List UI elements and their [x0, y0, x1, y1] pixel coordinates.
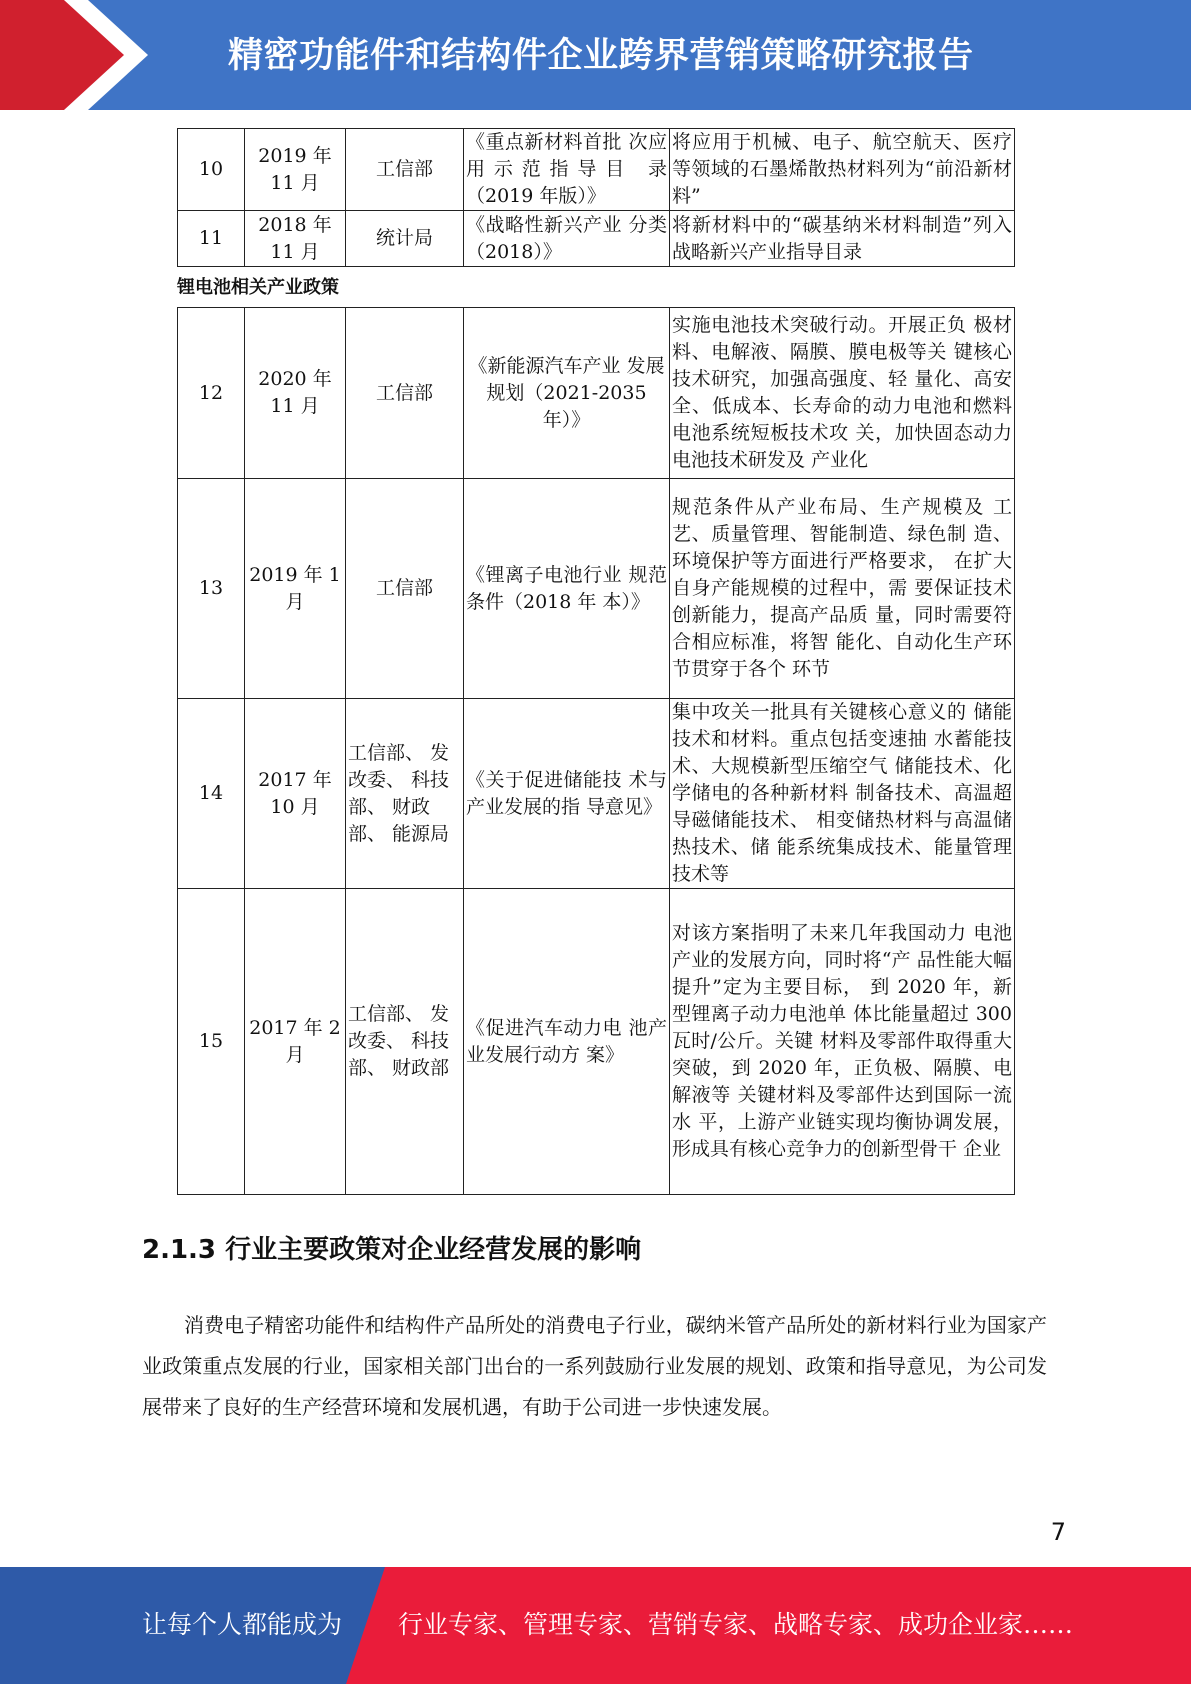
row-number: 13 — [178, 479, 245, 699]
row-description: 规范条件从产业布局、生产规模及 工艺、质量管理、智能制造、绿色制 造、环境保护等方面进行严格要求， 在扩大自身产能规模的过程中，需 要保证技术创新能力，提高产品质 量，同时需要符合相应标准，将智 能化、自动化生产环节贯穿于各个 环节 — [670, 479, 1015, 699]
row-department: 工信部 — [346, 129, 464, 211]
row-date: 2019 年 1 月 — [245, 479, 346, 699]
row-number: 12 — [178, 308, 245, 479]
row-date: 2018 年 11 月 — [245, 211, 346, 267]
table-row — [178, 699, 1015, 889]
row-date: 2020 年 11 月 — [245, 308, 346, 479]
row-policy-title: 《促进汽车动力电 池产业发展行动方 案》 — [464, 889, 670, 1195]
row-date: 2019 年 11 月 — [245, 129, 346, 211]
page-footer — [0, 1567, 1191, 1684]
page-number: 7 — [1050, 1518, 1066, 1546]
row-number: 11 — [178, 211, 245, 267]
row-department: 工信部 — [346, 308, 464, 479]
row-department: 工信部 — [346, 479, 464, 699]
row-description: 实施电池技术突破行动。开展正负 极材料、电解液、隔膜、膜电极等关 键核心技术研究，加强高强度、轻 量化、高安全、低成本、长寿命的动力电池和燃料电池系统短板技术攻 关，加快固态动力电池技术研发及 产业化 — [670, 308, 1015, 479]
row-policy-title: 《关于促进储能技 术与产业发展的指 导意见》 — [464, 699, 670, 889]
row-description: 集中攻关一批具有关键核心意义的 储能技术和材料。重点包括变速抽 水蓄能技术、大规模新型压缩空气 储能技术、化学储电的各种新材料 制备技术、高温超导磁储能技术、 相变储热材料与高温储热技术、储 能系统集成技术、能量管理技术等 — [670, 699, 1015, 889]
row-policy-title: 《新能源汽车产业 发展规划（2021-2035 年）》 — [464, 308, 670, 479]
table-row — [178, 211, 1015, 267]
header-arrow-graphic — [0, 0, 200, 110]
table-row — [178, 129, 1015, 211]
row-department: 统计局 — [346, 211, 464, 267]
row-date: 2017 年 2 月 — [245, 889, 346, 1195]
row-description: 将新材料中的“碳基纳米材料制造”列入战略新兴产业指导目录 — [670, 211, 1015, 267]
body-paragraph: 消费电子精密功能件和结构件产品所处的消费电子行业，碳纳米管产品所处的新材料行业为国家产业政策重点发展的行业，国家相关部门出台的一系列鼓励行业发展的规划、政策和指导意见，为公司发展带来了良好的生产经营环境和发展机遇，有助于公司进一步快速发展。 — [142, 1313, 1047, 1419]
row-policy-title: 《锂离子电池行业 规范条件（2018 年 本）》 — [464, 479, 670, 699]
row-policy-title: 《战略性新兴产业 分类（2018）》 — [464, 211, 670, 267]
section-heading: 2.1.3 行业主要政策对企业经营发展的影响 — [142, 1235, 642, 1265]
row-description: 对该方案指明了未来几年我国动力 电池产业的发展方向，同时将“产 品性能大幅提升”定为主要目标， 到 2020 年，新型锂离子动力电池单 体比能量超过 300 瓦时/公斤。关键 材料及零部件取得重大突破，到 2020 年，正负极、隔膜、电解液等 关键材料及零部件达到国际一流水 平，上游产业链实现均衡协调发展， 形成具有核心竞争力的创新型骨干 企业 — [670, 889, 1015, 1195]
header-title: 精密功能件和结构件企业跨界营销策略研究报告 — [228, 36, 974, 76]
table-row — [178, 479, 1015, 699]
row-number: 15 — [178, 889, 245, 1195]
row-number: 10 — [178, 129, 245, 211]
footer-slogan-right: 行业专家、管理专家、营销专家、战略专家、成功企业家…… — [398, 1610, 1074, 1639]
row-department: 工信部、 发改委、 科技部、 财政部 — [346, 889, 464, 1195]
table-row — [178, 308, 1015, 479]
section-label: 锂电池相关产业政策 — [177, 277, 339, 298]
policy-table-continued — [177, 128, 1015, 267]
row-department: 工信部、 发改委、 科技部、 财政部、 能源局 — [346, 699, 464, 889]
footer-slogan-left: 让每个人都能成为 — [142, 1610, 343, 1639]
page-header — [0, 0, 1191, 110]
table-row — [178, 889, 1015, 1195]
row-description: 将应用于机械、电子、航空航天、医疗等领域的石墨烯散热材料列为“前沿新材料” — [670, 129, 1015, 211]
lithium-policy-table — [177, 307, 1015, 1195]
row-number: 14 — [178, 699, 245, 889]
row-policy-title: 《重点新材料首批 次应用示范指导目 录（2019 年版）》 — [464, 129, 670, 211]
row-date: 2017 年 10 月 — [245, 699, 346, 889]
